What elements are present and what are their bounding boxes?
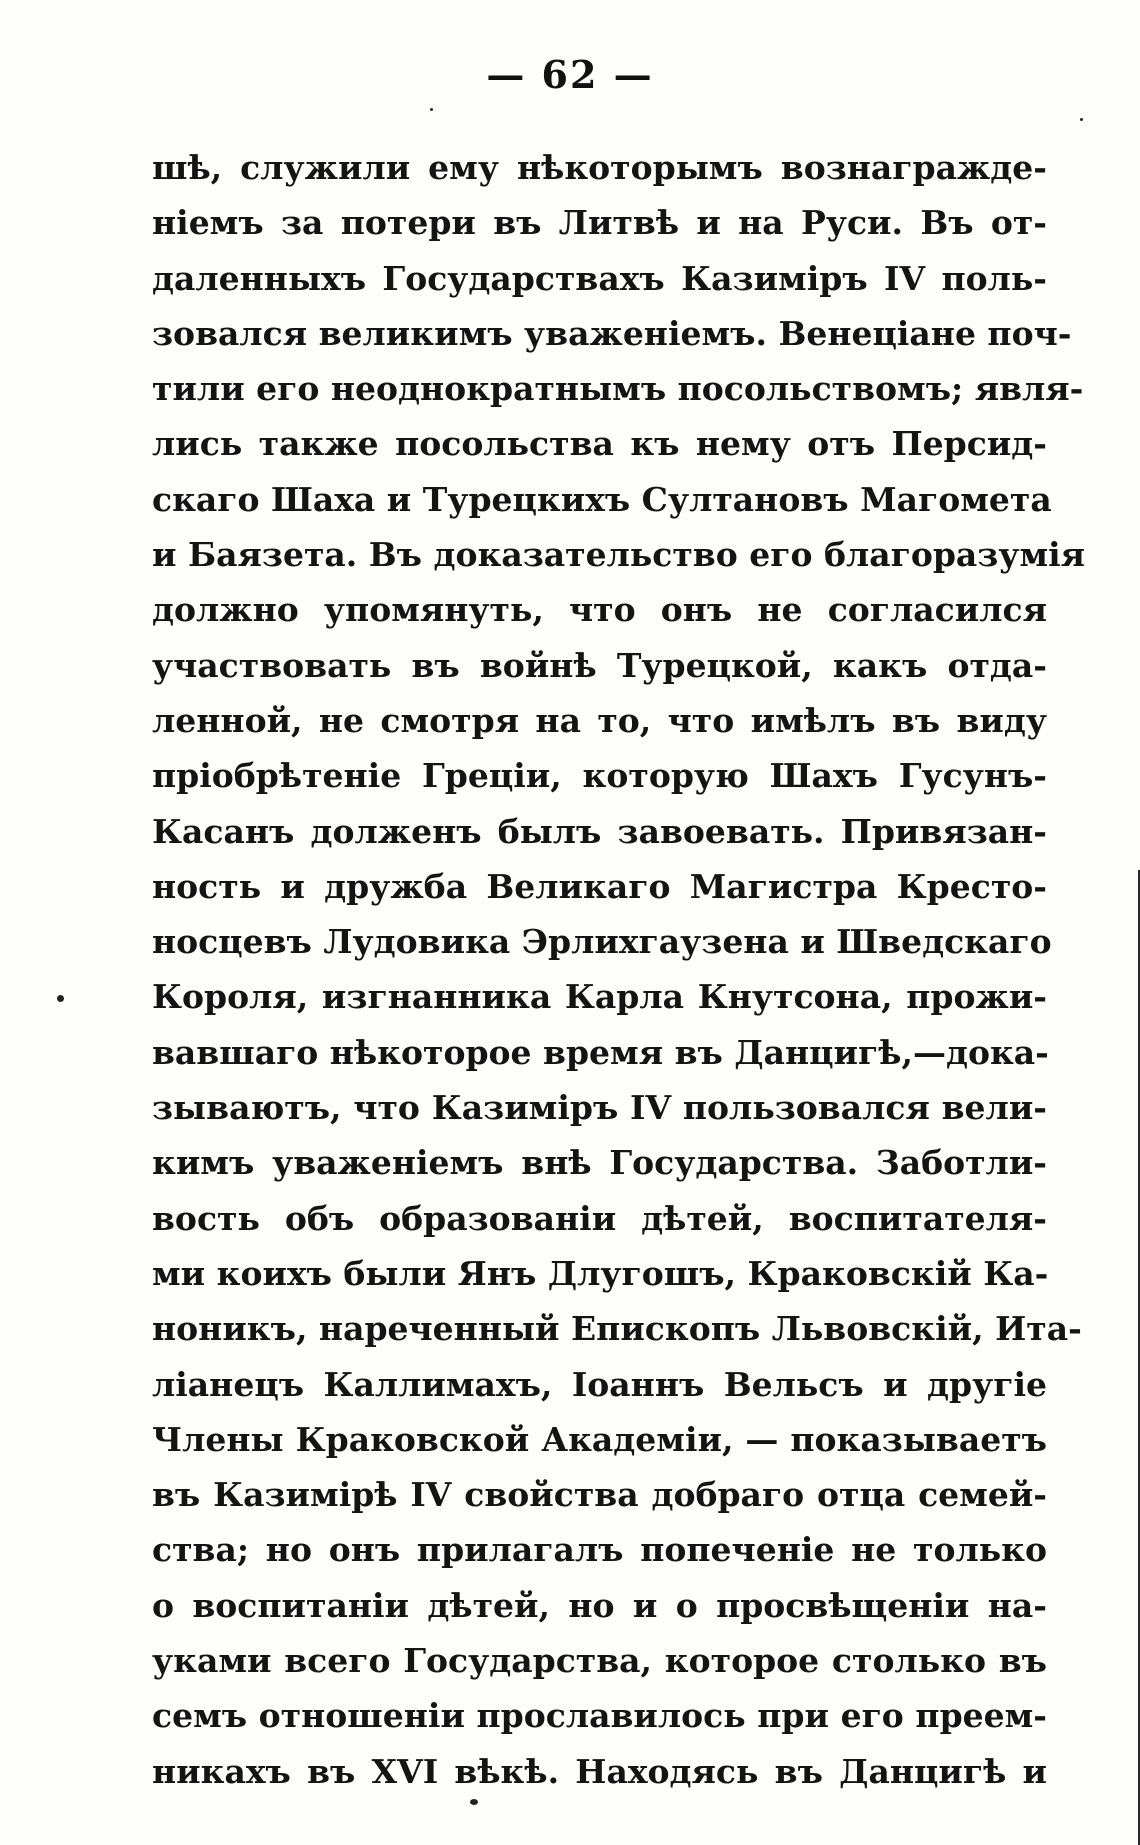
text-line: Короля, изгнанника Карла Кнутсона, прожи- [152, 977, 1047, 1017]
text-line: Касанъ долженъ былъ завоевать. Привязан- [152, 811, 1047, 851]
page-number: — 62 — [486, 52, 654, 97]
text-line: семъ отношеніи прославилось при его преем- [152, 1696, 1047, 1736]
text-line: пріобрѣтеніе Греціи, которую Шахъ Гусунъ- [152, 756, 1047, 796]
text-line: лись также посольства къ нему отъ Персид- [152, 424, 1047, 464]
text-line: ность и дружба Великаго Магистра Кресто- [152, 866, 1047, 906]
text-line: въ Казимірѣ IV свойства добраго отца семей- [152, 1475, 1047, 1515]
text-line: нoникъ, нареченный Епископъ Львовскій, Ита- [152, 1309, 1082, 1349]
body-text [152, 140, 1086, 1799]
text-line: кимъ уваженіемъ внѣ Государства. Заботли- [152, 1143, 1047, 1183]
text-line: вавшаго нѣкоторое время въ Данцигѣ,—дока- [152, 1032, 1049, 1072]
text-line: вость объ образованіи дѣтей, воспитателя- [152, 1198, 1047, 1238]
text-line: даленныхъ Государствахъ Казиміръ IV поль- [152, 258, 1047, 298]
text-line: ства; но онъ прилагалъ попеченіе не только [152, 1530, 1047, 1570]
ink-speck [430, 108, 433, 111]
ink-speck [1080, 118, 1083, 121]
text-line: ніемъ за потери въ Литвѣ и на Руси. Въ от- [152, 203, 1047, 243]
text-line: Члены Краковской Академіи, — показываетъ [152, 1419, 1047, 1459]
text-line: ми коихъ были Янъ Длугошъ, Краковскій Ка- [152, 1253, 1049, 1293]
ink-speck [470, 1799, 478, 1805]
text-line: скаго Шаха и Турецкихъ Султановъ Магомета [152, 479, 1052, 519]
text-line: должно упомянуть, что онъ не согласился [152, 590, 1047, 630]
text-line: ліанецъ Каллимахъ, Іоаннъ Вельсъ и другіе [152, 1364, 1047, 1404]
text-line: участвовать въ войнѣ Турецкой, какъ отда- [152, 645, 1047, 685]
text-line: тили его неоднократнымъ посольствомъ; явля- [152, 369, 1084, 409]
text-line: и Баязета. Въ доказательство его благоразумія [152, 535, 1086, 575]
text-line: уками всего Государства, которое столько въ [152, 1641, 1047, 1681]
text-line: о воспитаніи дѣтей, но и о просвѣщеніи на- [152, 1585, 1047, 1625]
text-line: ленной, не смотря на то, что имѣлъ въ виду [152, 700, 1047, 740]
text-line: никахъ въ XVI вѣкѣ. Находясь въ Данцигѣ и [152, 1751, 1047, 1791]
text-line: носцевъ Лудовика Эрлихгаузена и Шведскаго [152, 922, 1052, 962]
text-line: зовался великимъ уваженіемъ. Венеціане поч- [152, 313, 1072, 353]
text-line: зываютъ, что Казиміръ IV пользовался вели- [152, 1088, 1047, 1128]
ink-speck [57, 995, 64, 1002]
text-line: шѣ, служили ему нѣкоторымъ вознагражде- [152, 148, 1047, 187]
